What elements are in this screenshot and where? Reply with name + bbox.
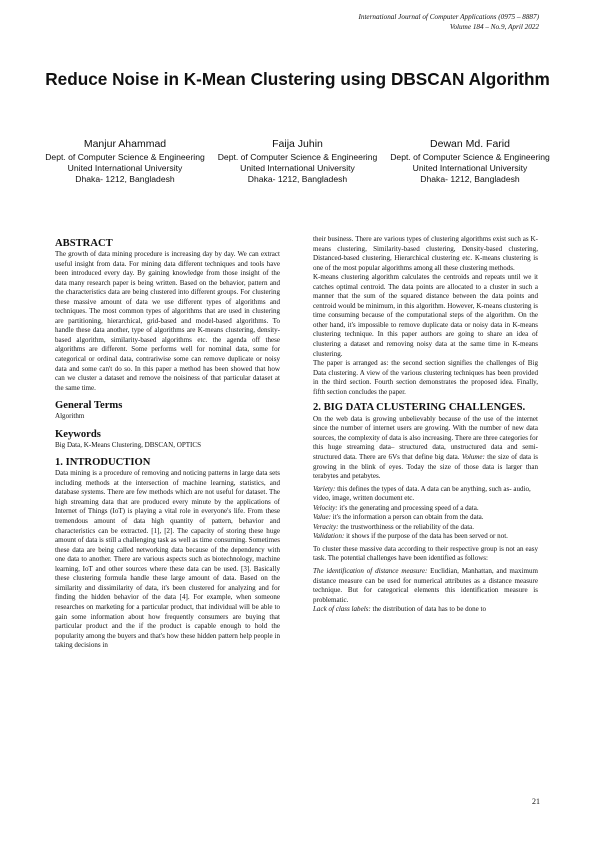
paragraph [313,567,538,615]
term-label: Veracity: [313,522,339,531]
author-name: Faija Juhin [272,138,323,150]
journal-name: International Journal of Computer Applications (0975 – 8887) [358,13,539,21]
term-text: it shows if the purpose of the data has been served or not. [344,532,508,541]
term-label: Validation: [313,532,345,541]
author-name: Manjur Ahammad [83,138,167,150]
term-label: Volume: [461,452,485,461]
author-dept: Dept. of Computer Science & Engineering [45,152,205,162]
author-dept: Dept. of Computer Science & Engineering [390,152,550,162]
keywords-text: Big Data, K-Means Clustering, DBSCAN, OPTICS [55,440,202,449]
section-2-heading: 2. BIG DATA CLUSTERING CHALLENGES. [313,402,526,414]
left-column [55,237,280,651]
paragraph: K-means clustering algorithm calculates the centroids and repeats until we it catches optimal centroid. The data points are allocated to a cluster in such a manner that the sum of the squared distance between the data points and centroid would be minimum, in this algorithm. However, K-means clustering is time consuming because of the computational steps of the algorithm. On the other hand, it's impossible to remove duplicate data or noisy data in K-means clustering technique. In this paper authors are going to share an idea of clustering a dataset and removing noisy data at the same time in K-means clustering. [313,273,538,358]
author-addr: Dhaka- 1212, Bangladesh [75,174,175,184]
author-1 [40,137,210,185]
general-terms-heading: General Terms [55,400,123,412]
general-terms-text: Algorithm [55,412,85,421]
author-2 [213,137,383,185]
journal-header [358,12,539,32]
journal-volume: Volume 184 – No.9, April 2022 [449,23,539,31]
paragraph: The paper is arranged as: the second section signifies the challenges of Big Data clustering. A view of the various clustering techniques has been provided in the third section. Fourth section demonstrates the proposed idea. Finally, fifth section concludes the paper. [313,359,538,396]
term-label: Value: [313,513,332,522]
abstract-text: The growth of data mining procedure is increasing day by day. We can extract useful insight from data. For mining data different techniques and tools have been introduced every day. By gaining knowledge from those insight of the data many research paper is being written. Based on the behavior, pattern and the characteristics data are being clustered into different groups. For clustering these massive amount of data we use different types of algorithms and techniques. The most common types of algorithms that are used in clustering are partitioning, hierarchical, grid-based and model-based algorithms. To handle these data another, type of algorithms are K-means clustering, density-based algorithm, similarity-based algorithms etc. the agenda off these algorithms are different. Some performs well for nominal data, some for categorical or ordinal data, contrariwise some can remove duplicate or noisy data and some can't do so. In this paper a method has been showed that how can we cluster a dataset and remove the noisiness of that particular dataset at the same time. [55,250,280,392]
term-label: Variety: [313,484,336,493]
term-text: it's the generating and processing speed of a data. [337,503,479,512]
author-3 [385,137,555,185]
term-label: The identification of distance measure: [313,567,428,575]
abstract-heading: ABSTRACT [55,238,113,249]
intro-text: Data mining is a procedure of removing and noticing patterns in large data sets including methods at the intersection of machine learning, statistics, and database systems. There are few methods which are not useful for dataset. The high streaming data that are produced every minute by the applications of Internet of Things (IoT) is playing a vital role in everyone's life. From these tremendous amount of data high quantity of pattern, behavior and characteristics can be extracted. [1], [2]. The capacity of storing these huge amount of data is still a challenging task as well as time consuming. Sometimes these data are being called networking data because of the dependency with one data to another. There are various aspects such as biotechnology, machine learning, IoT and other sources where these data can be used. [3]. Basically these clustering formula handle these large amount of data. Based on the similarity and dissimilarity of data, it's been clustered for analyzing and for finding the hidden behavior of the data [4]. For example, when someone researches on marketing for a particular product, that individual will be able to gain some information about how frequently consumers are buying that particular product and the if the product is capable enough to hold the popularity among the buyers and that's how these hidden pattern help people in taking decisions in [55,469,280,650]
term-label: Velocity: [313,503,338,512]
right-column [313,235,538,615]
author-addr: Dhaka- 1212, Bangladesh [420,174,520,184]
term-text: this defines the types of data. A data can be anything, such as- audio, video, image, written document etc. [313,484,531,503]
author-univ: United International University [412,163,528,173]
term-text: Euclidian, Manhattan, and maximum distance measure can be used for numerical attributes as a distance measure technique. But for categorical elements this identification measure is problematic. [313,567,538,604]
paragraph: their business. There are various types of clustering algorithms exist such as K-means clustering, Similarity-based clustering, Density-based clustering, Distanced-based clustering, Hierarchical clustering etc. K-means clustering is one of the most popular algorithms among all these clustering methods. [313,235,538,272]
paragraph-text: On the web data is growing unbelievably because of the use of the internet since the number of internet users are growing. With the number of new data sources, the complexity of data is also increasing. There are three categories for this huge streaming data– structured data, unstructured data and semi-structured data. There are 6Vs that define big data. [313,414,538,461]
author-addr: Dhaka- 1212, Bangladesh [247,174,348,184]
term-text: the size of data is growing in the blink of eyes. Today the size of those data is larger than terabytes and petabytes. [313,452,538,481]
author-univ: United International University [240,163,355,173]
author-block [40,137,555,185]
paragraph: To cluster these massive data according to their respective group is not an easy task. The potential challenges have been identified as follows: [313,544,538,563]
paragraph [313,415,538,482]
author-dept: Dept. of Computer Science & Engineering [217,152,378,162]
paragraph [313,485,538,542]
author-name: Dewan Md. Farid [430,138,510,150]
term-text: the distribution of data has to be done to [370,605,487,614]
term-label: Lack of class labels: [313,605,371,614]
intro-heading: 1. INTRODUCTION [55,457,151,469]
term-text: the trustworthiness or the reliability of the data. [338,522,475,531]
author-univ: United International University [67,163,183,173]
term-text: it's the information a person can obtain from the data. [331,513,484,522]
keywords-heading: Keywords [55,428,101,440]
paper-title: Reduce Noise in K-Mean Clustering using DBSCAN Algorithm [45,69,550,89]
page-number: 21 [532,797,540,806]
